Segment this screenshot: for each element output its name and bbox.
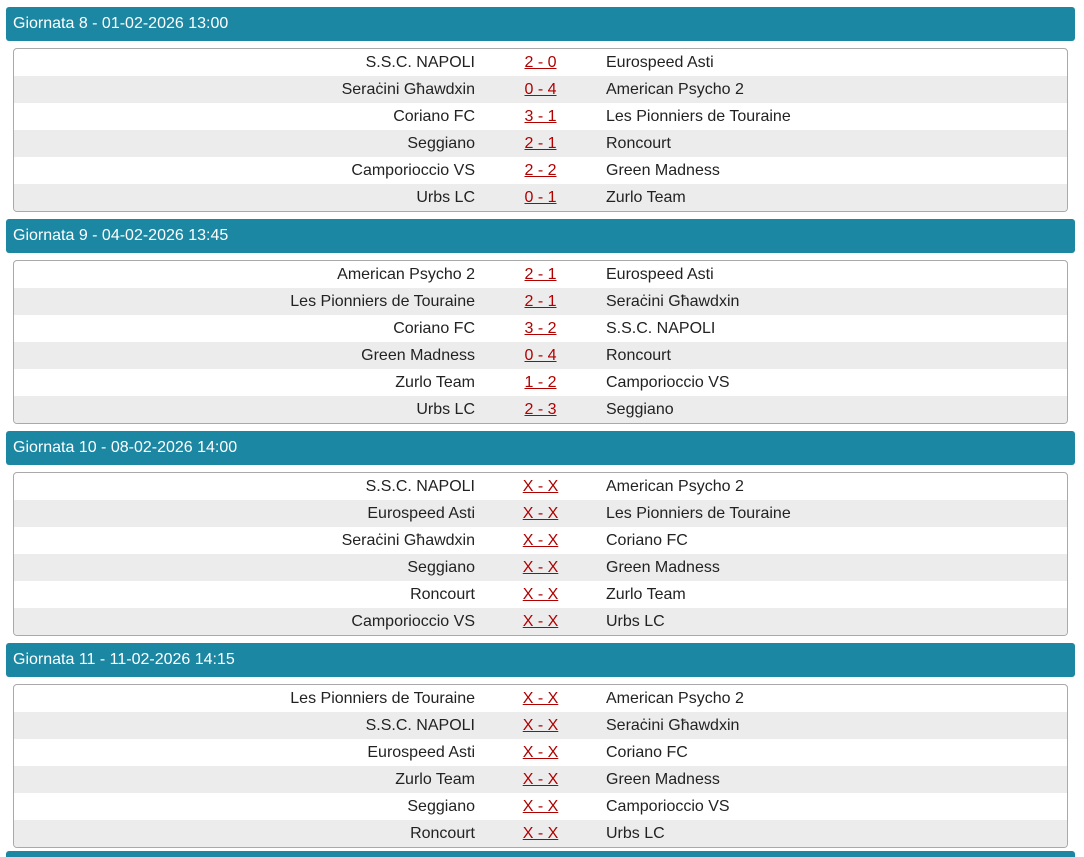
score-link[interactable]: 2 - 1: [524, 134, 557, 152]
home-team: Eurospeed Asti: [367, 504, 475, 522]
round-section: [6, 219, 1075, 424]
score-link[interactable]: X - X: [522, 558, 559, 576]
away-team: Seraċini Għawdxin: [606, 716, 740, 734]
score-link[interactable]: X - X: [522, 504, 559, 522]
next-round-header-edge: [6, 851, 1075, 857]
score-link[interactable]: X - X: [522, 824, 559, 842]
home-team: Seraċini Għawdxin: [341, 80, 475, 98]
match-row: [14, 766, 1067, 793]
match-row: [14, 581, 1067, 608]
away-team: American Psycho 2: [606, 80, 744, 98]
away-team: S.S.C. NAPOLI: [606, 319, 716, 337]
match-row: [14, 685, 1067, 712]
match-row: [14, 739, 1067, 766]
away-team: Camporioccio VS: [606, 373, 730, 391]
round-header: Giornata 10 - 08-02-2026 14:00: [6, 431, 1075, 465]
round-header: Giornata 8 - 01-02-2026 13:00: [6, 7, 1075, 41]
away-team: Urbs LC: [606, 824, 665, 842]
home-team: Seggiano: [407, 558, 475, 576]
away-team: Seraċini Għawdxin: [606, 292, 740, 310]
home-team: Green Madness: [361, 346, 475, 364]
score-link[interactable]: X - X: [522, 585, 559, 603]
score-link[interactable]: X - X: [522, 689, 559, 707]
home-team: Roncourt: [410, 585, 475, 603]
match-row: [14, 130, 1067, 157]
home-team: S.S.C. NAPOLI: [365, 477, 475, 495]
match-row: [14, 712, 1067, 739]
away-team: Roncourt: [606, 346, 671, 364]
match-row: [14, 261, 1067, 288]
score-link[interactable]: 0 - 1: [524, 188, 557, 206]
match-row: [14, 288, 1067, 315]
score-link[interactable]: X - X: [522, 743, 559, 761]
round-section: [6, 7, 1075, 212]
away-team: Coriano FC: [606, 531, 688, 549]
match-row: [14, 157, 1067, 184]
score-link[interactable]: 1 - 2: [524, 373, 557, 391]
away-team: Green Madness: [606, 558, 720, 576]
home-team: Zurlo Team: [395, 373, 475, 391]
match-row: [14, 473, 1067, 500]
away-team: Roncourt: [606, 134, 671, 152]
score-link[interactable]: 2 - 1: [524, 292, 557, 310]
away-team: Zurlo Team: [606, 585, 686, 603]
home-team: Les Pionniers de Touraine: [290, 292, 475, 310]
home-team: S.S.C. NAPOLI: [365, 53, 475, 71]
match-row: [14, 76, 1067, 103]
score-link[interactable]: 3 - 2: [524, 319, 557, 337]
match-row: [14, 396, 1067, 423]
score-link[interactable]: 3 - 1: [524, 107, 557, 125]
home-team: Zurlo Team: [395, 770, 475, 788]
score-link[interactable]: X - X: [522, 612, 559, 630]
match-row: [14, 49, 1067, 76]
match-row: [14, 793, 1067, 820]
home-team: Seggiano: [407, 134, 475, 152]
away-team: Urbs LC: [606, 612, 665, 630]
home-team: Les Pionniers de Touraine: [290, 689, 475, 707]
home-team: Urbs LC: [416, 400, 475, 418]
away-team: Eurospeed Asti: [606, 53, 714, 71]
home-team: Coriano FC: [393, 319, 475, 337]
round-header: Giornata 9 - 04-02-2026 13:45: [6, 219, 1075, 253]
match-row: [14, 500, 1067, 527]
home-team: Camporioccio VS: [351, 161, 475, 179]
match-list: [13, 472, 1068, 636]
score-link[interactable]: X - X: [522, 770, 559, 788]
match-row: [14, 103, 1067, 130]
match-list: [13, 48, 1068, 212]
score-link[interactable]: X - X: [522, 531, 559, 549]
match-row: [14, 315, 1067, 342]
match-row: [14, 820, 1067, 847]
home-team: Seraċini Għawdxin: [341, 531, 475, 549]
away-team: Green Madness: [606, 161, 720, 179]
score-link[interactable]: 0 - 4: [524, 346, 557, 364]
home-team: Seggiano: [407, 797, 475, 815]
match-row: [14, 369, 1067, 396]
away-team: American Psycho 2: [606, 689, 744, 707]
score-link[interactable]: X - X: [522, 797, 559, 815]
away-team: Camporioccio VS: [606, 797, 730, 815]
away-team: Les Pionniers de Touraine: [606, 504, 791, 522]
round-section: [6, 431, 1075, 636]
match-row: [14, 184, 1067, 211]
match-row: [14, 554, 1067, 581]
match-list: [13, 684, 1068, 848]
match-row: [14, 342, 1067, 369]
away-team: Coriano FC: [606, 743, 688, 761]
score-link[interactable]: 2 - 3: [524, 400, 557, 418]
away-team: Green Madness: [606, 770, 720, 788]
score-link[interactable]: X - X: [522, 477, 559, 495]
home-team: American Psycho 2: [337, 265, 475, 283]
match-list: [13, 260, 1068, 424]
home-team: Coriano FC: [393, 107, 475, 125]
schedule: [6, 7, 1075, 855]
score-link[interactable]: 0 - 4: [524, 80, 557, 98]
home-team: Eurospeed Asti: [367, 743, 475, 761]
score-link[interactable]: 2 - 1: [524, 265, 557, 283]
home-team: S.S.C. NAPOLI: [365, 716, 475, 734]
away-team: Eurospeed Asti: [606, 265, 714, 283]
away-team: Seggiano: [606, 400, 674, 418]
score-link[interactable]: X - X: [522, 716, 559, 734]
score-link[interactable]: 2 - 2: [524, 161, 557, 179]
home-team: Camporioccio VS: [351, 612, 475, 630]
match-row: [14, 608, 1067, 635]
score-link[interactable]: 2 - 0: [524, 53, 557, 71]
away-team: American Psycho 2: [606, 477, 744, 495]
away-team: Zurlo Team: [606, 188, 686, 206]
round-section: [6, 643, 1075, 848]
home-team: Roncourt: [410, 824, 475, 842]
match-row: [14, 527, 1067, 554]
home-team: Urbs LC: [416, 188, 475, 206]
round-header: Giornata 11 - 11-02-2026 14:15: [6, 643, 1075, 677]
away-team: Les Pionniers de Touraine: [606, 107, 791, 125]
